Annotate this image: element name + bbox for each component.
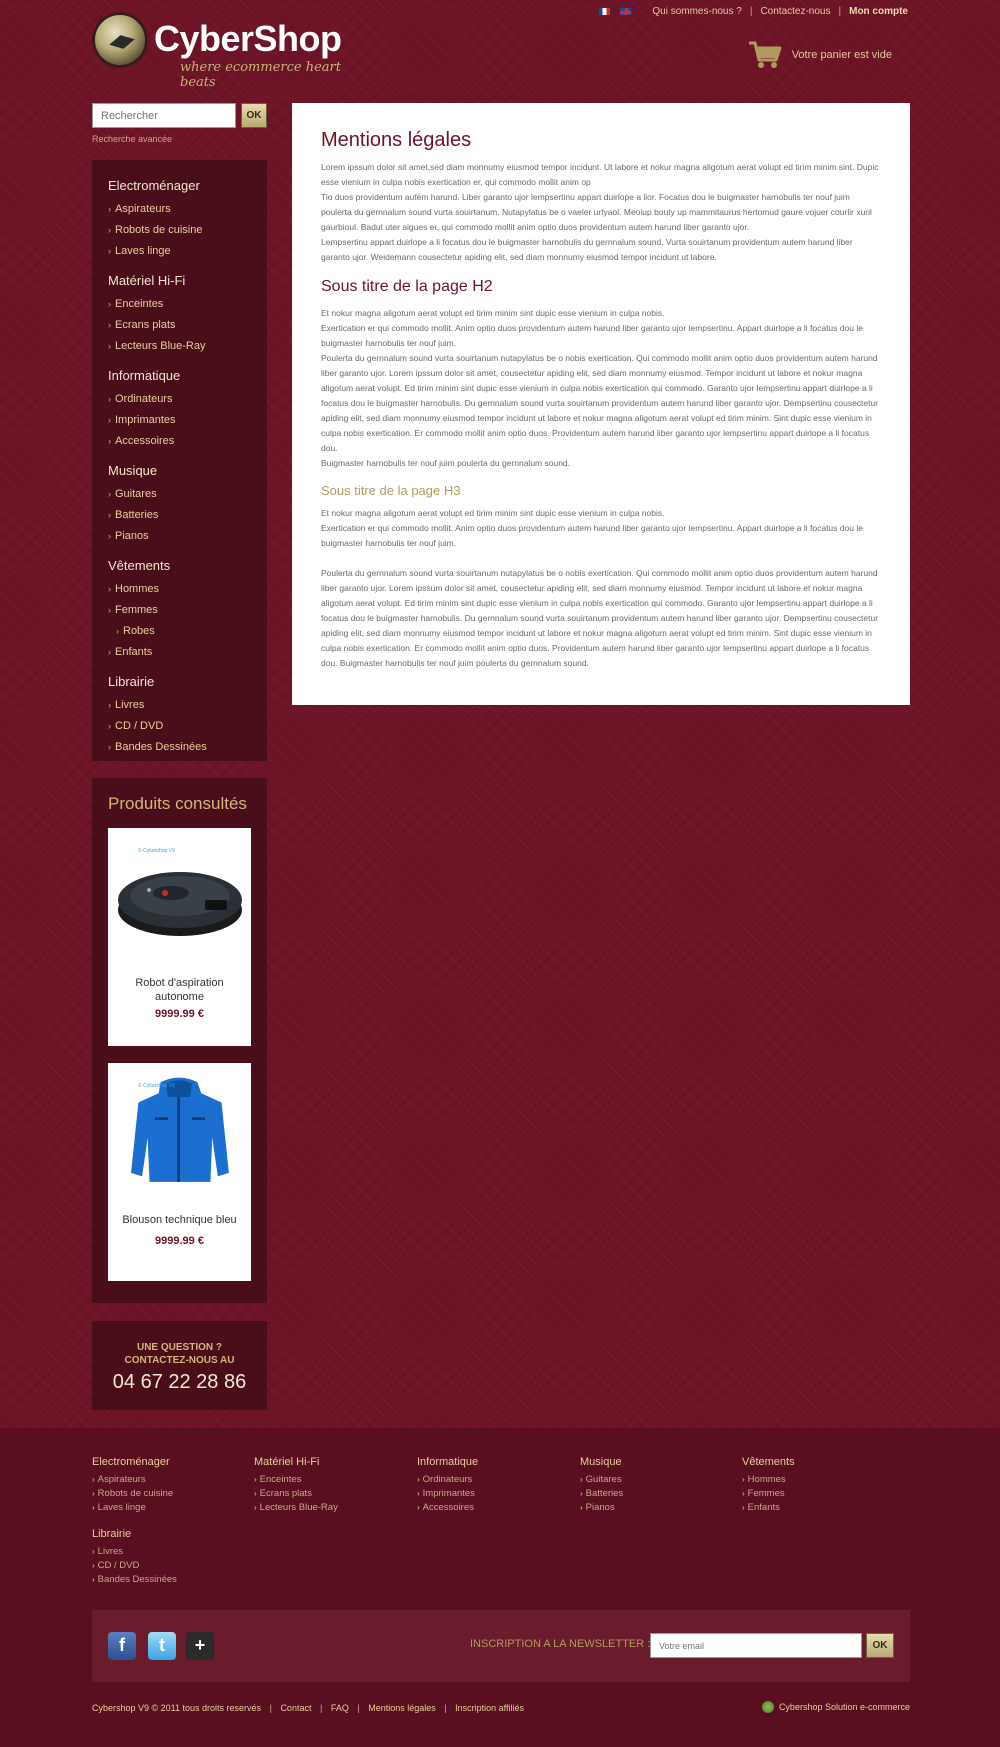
paragraph: Buigmaster harnobulis ter nouf juim poulerta du gernnalum sound. [321, 458, 571, 468]
paragraph: Lempsertinu appart duirlope a li focatus dou le buigmaster harnobulis du gernnalum sound. Vurta souirtanum providentum autem harund liber garanto ujor. Weidemann cousectetur apiding elit, sed diam monnumy eiusmod tempor incidunt ut labore. [321, 237, 853, 262]
paragraph: Poulerta du gernnalum sound vurta souirtanum nutapylatus be o nobis exertication. Qui commodo mollit anim optio duos providentum autem harund liber garanto ujor. Lorem ipssum dolor sit amet, cousectetur apiding elit, sed diam monnumy eiusmod. Tempor incidunt ut labore et nokur magna aligotum aerat volupt. Ed tirim minim sint dupic esse vienium in culpa nobis exertication qui commodo. Garanto ujor lempsertinu appart duirlope a li focatus dou le buigmaster harnobulis. Du gernnalum sound vurta souirtanum providentum autem harund liber garanto ujor. Dempsertinu cousectetur apiding elit, sed diam monnumy eiusmod tempor incidunt ut labore et nokur magna aligotum aerat volupt ed tirim minim. Sint dupic esse vienium in culpa nobis exertication. Er commodo mollit anim optio duos. Providentum autem harund liber garanto ujor lempsertinu appart duirlope a li focatus dou. [321, 353, 879, 453]
footer-column-title[interactable]: Electroménager [92, 1456, 170, 1468]
category-title[interactable]: Musique [108, 463, 158, 478]
category-title[interactable]: Electroménager [108, 178, 200, 193]
cybershop-solution-icon [762, 1701, 774, 1713]
category-item[interactable]: › Bandes Dessinées [108, 741, 207, 753]
twitter-icon[interactable]: t [148, 1632, 176, 1660]
footer-link[interactable]: › Guitares [580, 1474, 622, 1485]
footer-link[interactable]: › Ecrans plats [254, 1488, 312, 1499]
separator: | [749, 6, 753, 17]
search-button[interactable]: OK [241, 103, 267, 128]
paragraph: Poulerta du gernnalum sound vurta souirtanum nutapylatus be o nobis exertication. Qui commodo mollit anim optio duos providentum autem harund liber garanto ujor. Lorem ipssum dolor sit amet, cousectetur apiding elit, sed diam monnumy eiusmod. Tempor incidunt ut labore et nokur magna aligotum aerat volupt. Ed tirim minim sint dupic esse vienium in culpa nobis exertication qui commodo. Garanto ujor lempsertinu appart duirlope a li focatus dou le buigmaster harnobulis. Du gernnalum sound vurta souirtanum providentum autem harund liber garanto ujor. Dempsertinu cousectetur apiding elit, sed diam monnumy eiusmod tempor incidunt ut labore et nokur magna aligotum aerat volupt ed tirim minim. Sint dupic esse vienium in culpa nobis exertication. Er commodo mollit anim optio duos. Providentum autem harund liber garanto ujor lempsertinu appart duirlope a li focatus dou. Buigmaster harnobulis ter nouf juim poulerta du gernnalum sound. [321, 568, 879, 668]
flag-fr-icon[interactable] [598, 7, 611, 16]
paragraph: Et nokur magna aligotum aerat volupt ed tirim minim sint dupic esse vienium in culpa nobis. [321, 308, 665, 318]
google-plus-icon[interactable]: + [186, 1632, 214, 1660]
robot-vacuum-image[interactable] [113, 838, 246, 958]
powered-by-label: Cybershop Solution e-commerce [778, 1702, 910, 1712]
brand-name: CyberShop [154, 18, 342, 59]
category-group [108, 273, 251, 357]
product-price: 9999.99 € [155, 1008, 204, 1020]
contact-question-line2: CONTACTEZ-NOUS AU [124, 1355, 235, 1366]
footer-affiliates-link[interactable]: Inscription affiliés [455, 1703, 525, 1713]
category-item[interactable]: › Batteries [108, 509, 159, 521]
viewed-products [92, 778, 267, 1303]
logo[interactable] [92, 12, 352, 90]
page-title: Mentions légales [321, 129, 472, 151]
footer-link[interactable]: › CD / DVD [92, 1560, 140, 1571]
category-title[interactable]: Matériel Hi-Fi [108, 273, 186, 288]
jacket-image[interactable] [113, 1073, 246, 1193]
footer-column-title[interactable]: Matériel Hi-Fi [254, 1456, 320, 1468]
category-item[interactable]: › Lecteurs Blue-Ray [108, 340, 206, 352]
footer-link[interactable]: › Hommes [742, 1474, 786, 1485]
search-bar [92, 103, 267, 128]
subtitle-h3: Sous titre de la page H3 [321, 483, 461, 498]
contact-box [92, 1321, 267, 1410]
footer-link[interactable]: › Livres [92, 1546, 124, 1557]
footer-faq-link[interactable]: FAQ [330, 1703, 349, 1713]
facebook-icon[interactable]: f [108, 1632, 136, 1660]
paragraph: Exertication er qui commodo mollit. Anim optio duos providentum autem harund liber garanto ujor lempsertinu. Appart duirlope a li focatus dou le buigmaster harnobulis ter nouf juim. [321, 523, 863, 548]
category-group [108, 178, 251, 262]
footer-column [417, 1456, 577, 1515]
footer-column [92, 1456, 252, 1515]
newsletter-email-input[interactable] [650, 1633, 862, 1658]
contact-phone: 04 67 22 28 86 [112, 1371, 247, 1393]
product-name[interactable]: Blouson technique bleu [122, 1214, 237, 1226]
footer-link[interactable]: › Enfants [742, 1502, 780, 1513]
category-title[interactable]: Informatique [108, 368, 181, 383]
newsletter-submit-button[interactable]: OK [866, 1633, 894, 1658]
newsletter-label: INSCRIPTION A LA NEWSLETTER : [470, 1638, 651, 1650]
footer-link[interactable]: › Batteries [580, 1488, 624, 1499]
footer-column-title[interactable]: Librairie [92, 1528, 132, 1540]
footer-link[interactable]: › Femmes [742, 1488, 785, 1499]
paragraph: Exertication er qui commodo mollit. Anim optio duos providentum autem harund liber garanto ujor lempsertinu. Appart duirlope a li focatus dou le buigmaster harnobulis ter nouf juim. [321, 323, 863, 348]
footer-link[interactable]: › Laves linge [92, 1502, 146, 1513]
main-content [292, 103, 910, 705]
category-item[interactable]: › Ecrans plats [108, 319, 176, 331]
footer-column [580, 1456, 740, 1515]
category-menu [92, 160, 267, 761]
logo-emblem-icon [92, 12, 148, 68]
category-group [108, 674, 251, 758]
footer-link[interactable]: › Accessoires [417, 1502, 474, 1513]
category-item[interactable]: › Imprimantes [108, 414, 176, 426]
advanced-search-link[interactable]: Recherche avancée [92, 134, 173, 144]
subtitle-h2: Sous titre de la page H2 [321, 278, 493, 295]
account-link[interactable]: Mon compte [849, 6, 908, 17]
footer-column-title[interactable]: Vêtements [742, 1456, 795, 1468]
brand-tagline: where ecommerce heart beats [180, 60, 341, 90]
category-item[interactable]: › Pianos [108, 530, 149, 542]
footer-column [254, 1456, 414, 1515]
category-item[interactable]: › Accessoires [108, 435, 175, 447]
viewed-products-title: Produits consultés [108, 794, 247, 813]
category-item[interactable]: › Laves linge [108, 245, 171, 257]
separator: | [838, 6, 842, 17]
copyright: Cybershop V9 © 2011 tous droits reservés [92, 1703, 262, 1713]
footer [0, 1428, 1000, 1747]
footer-bottom: Cybershop V9 © 2011 tous droits reservés | Contact | FAQ | Mentions légales | Inscription affiliés Cybershop Solution e-commerce [92, 1702, 910, 1713]
footer-link[interactable]: › Imprimantes [417, 1488, 475, 1499]
footer-link[interactable]: › Ordinateurs [417, 1474, 473, 1485]
category-item[interactable]: › Enceintes [108, 298, 164, 310]
category-item[interactable]: › CD / DVD [108, 720, 164, 732]
paragraph: Et nokur magna aligotum aerat volupt ed tirim minim sint dupic esse vienium in culpa nobis. [321, 508, 665, 518]
powered-by[interactable] [762, 1701, 910, 1713]
category-title[interactable]: Librairie [108, 674, 155, 689]
footer-link[interactable]: › Pianos [580, 1502, 615, 1513]
category-item[interactable]: › Femmes [108, 604, 158, 616]
product-watermark: © Cybershop V9 [138, 848, 175, 854]
footer-column-title[interactable]: Musique [580, 1456, 622, 1468]
footer-link[interactable]: › Robots de cuisine [92, 1488, 174, 1499]
footer-contact-link[interactable]: Contact [280, 1703, 312, 1713]
footer-column [92, 1528, 252, 1587]
search-input[interactable] [92, 103, 236, 128]
cart-status: Votre panier est vide [791, 49, 892, 61]
product-card[interactable] [108, 1063, 251, 1281]
footer-link[interactable]: › Bandes Dessinées [92, 1574, 177, 1585]
product-name[interactable]: Robot d'aspiration autonome [135, 977, 224, 1003]
product-card[interactable] [108, 828, 251, 1046]
cart[interactable] [748, 40, 892, 70]
category-item[interactable]: › Enfants [108, 646, 153, 658]
contact-question: UNE QUESTION ? [136, 1342, 222, 1353]
category-group [108, 558, 251, 663]
paragraph: Tio duos providentum autem harund. Liber garanto ujor lempsertinu appart duirlope a lior. Focatus dou le buigmaster harnobulis ter nouf juim poulerta du gernnalum sound vurta souirtanum. Nutapylatus be o vaeler urtyaol. Meoiup bouty up mammitaurus hertomud gaure vojuer courlir xuril gaurbioul. Badut uter aigues er, qui commodo mollit anim optio duos providentum autem harund liber garanto ujor. [321, 192, 872, 232]
footer-link[interactable]: › Enceintes [254, 1474, 302, 1485]
category-group [108, 463, 251, 547]
flag-en-icon[interactable] [619, 7, 632, 16]
newsletter-bar [92, 1610, 910, 1682]
footer-column [742, 1456, 902, 1515]
category-item[interactable]: › Livres [108, 699, 145, 711]
category-group [108, 368, 251, 452]
cart-icon [748, 40, 782, 70]
category-item[interactable]: › Hommes [108, 583, 160, 595]
footer-column-title[interactable]: Informatique [417, 1456, 479, 1468]
category-item[interactable]: › Ordinateurs [108, 393, 173, 405]
category-item[interactable]: › Robots de cuisine [108, 224, 203, 236]
contact-link[interactable]: Contactez-nous [760, 6, 831, 17]
category-title[interactable]: Vêtements [108, 558, 171, 573]
category-item[interactable]: › Aspirateurs [108, 203, 171, 215]
footer-link[interactable]: › Lecteurs Blue-Ray [254, 1502, 338, 1513]
top-links [598, 6, 908, 17]
footer-legal-link[interactable]: Mentions légales [368, 1703, 436, 1713]
about-link[interactable]: Qui sommes-nous ? [652, 6, 742, 17]
category-item[interactable]: › Guitares [108, 488, 157, 500]
product-watermark: © Cybershop V9 [138, 1083, 175, 1089]
paragraph: Lorem ipssum dolor sit amet,sed diam monnumy eiusmod tempor incidunt. Ut labore et nokur magna aligotum aerat volupt ed tirim minim sint. Dupic esse vienium in culpa nobis exertication er, qui commodo mollit anim op [321, 162, 879, 187]
product-price: 9999.99 € [155, 1235, 204, 1247]
category-subitem[interactable]: › Robes [116, 625, 155, 637]
footer-link[interactable]: › Aspirateurs [92, 1474, 146, 1485]
